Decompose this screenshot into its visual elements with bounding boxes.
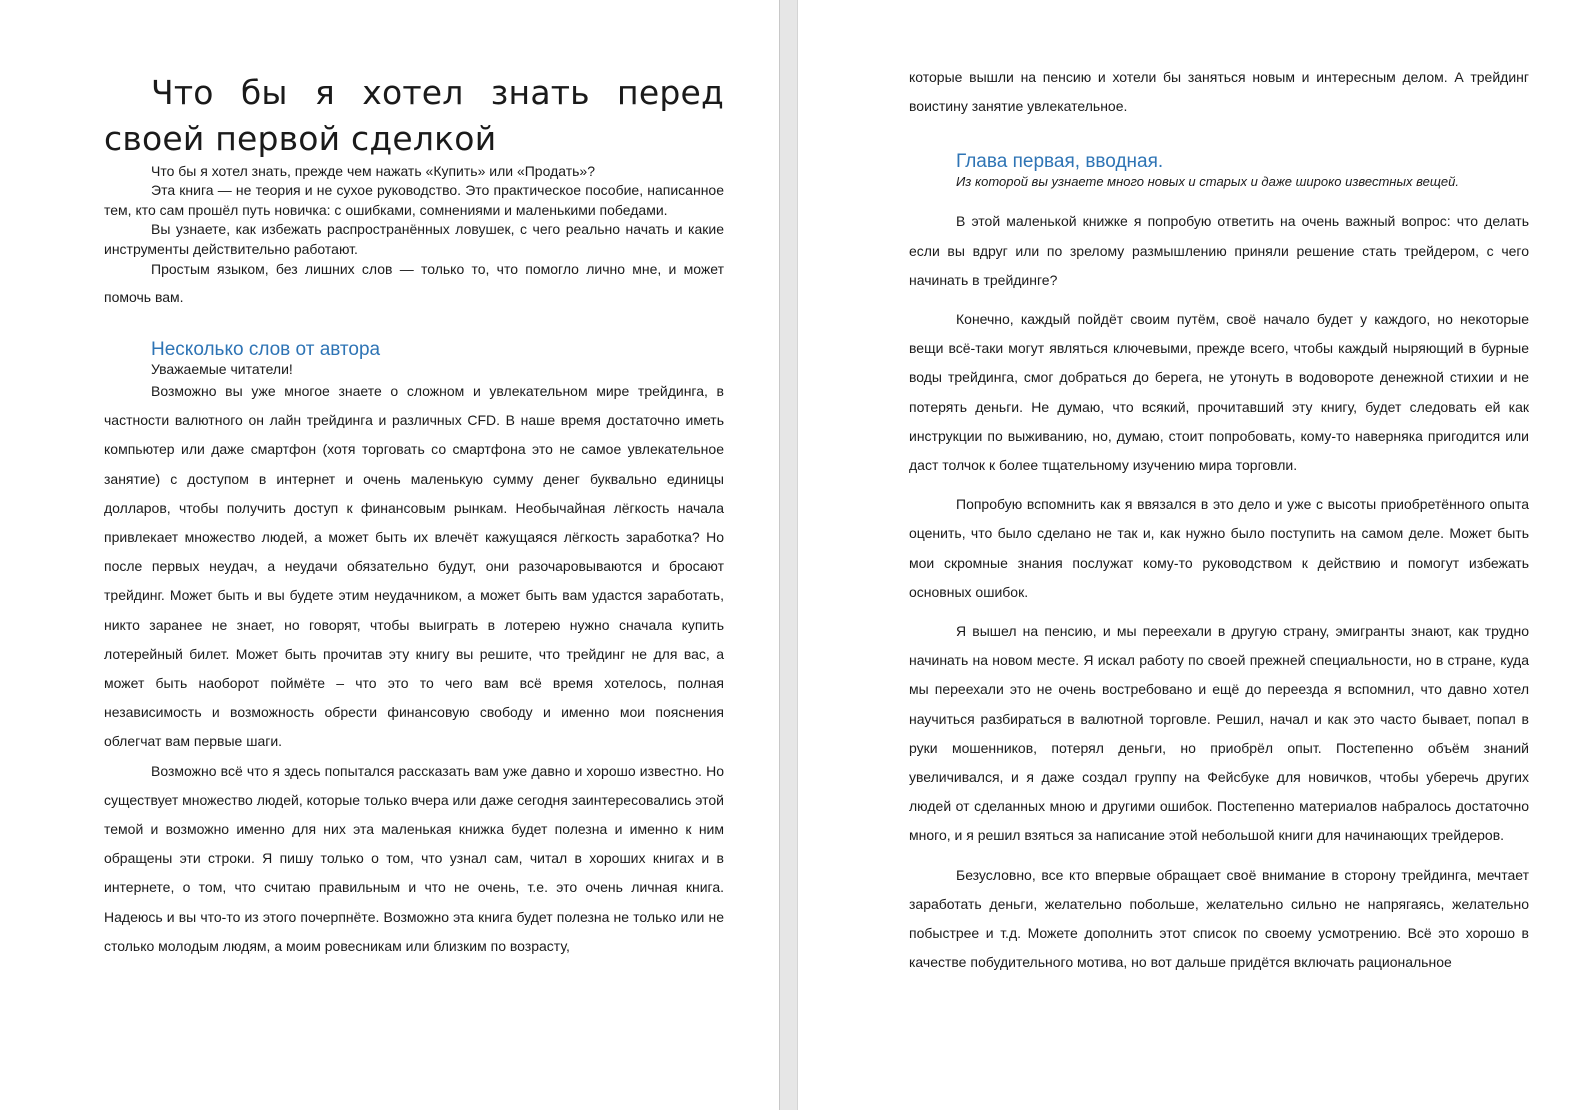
body-paragraph: Безусловно, все кто впервые обращает своё внимание в сторону трейдинга, мечтает заработать деньги, желательно побольше, желательно сильно не напрягаясь, желательно побыстрее и т.д. Можете дополнить этот список по своему усмотрению. Всё это хорошо в качестве побудительного мотива, но вот дальше придётся включать рациональное [909,866,1529,971]
page-left-content [104,70,724,961]
section-heading-author: Несколько слов от автора [151,339,381,361]
chapter-heading: Глава первая, вводная. [956,151,1164,173]
body-paragraph: Я вышел на пенсию, и мы переехали в другую страну, эмигранты знают, как трудно начинать на новом месте. Я искал работу по своей прежней специальности, но в стране, куда мы переехали это не очень востребовано и ещё до переезда я вспомнил, что давно хотел научиться разбираться в валютной торговле. Решил, начал и как это часто бывает, попал в руки мошенников, потерял деньги, но приобрёл опыт. Постепенно объём знаний увеличивался, и я даже создал группу на Фейсбуке для новичков, чтобы уберечь других людей от сделанных мною и другими ошибок. Постепенно материалов набралось достаточно много, и я решил взяться за написание этой небольшой книги для начинающих трейдеров. [909,623,1529,844]
intro-paragraph: Вы узнаете, как избежать распространённых ловушек, с чего реально начать и какие инструменты действительно работают. [104,221,724,257]
intro-paragraph: Простым языком, без лишних слов — только то, что помогло лично мне, и может помочь вам. [104,261,724,306]
page-right [798,0,1576,1110]
intro-paragraph: Эта книга — не теория и не сухое руководство. Это практическое пособие, написанное тем, кто сам прошёл путь новичка: с ошибками, сомнениями и маленькими победами. [104,182,724,218]
body-paragraph: Возможно вы уже многое знаете о сложном и увлекательном мире трейдинга, в частности валютного он лайн трейдинга и различных CFD. В наше время достаточно иметь компьютер или даже смартфон (хотя торговать со смартфона это не самое увлекательное занятие) с доступом в интернет и очень маленькую сумму денег буквально единицы долларов, чтобы получить доступ к финансовым рынкам. Необычайная лёгкость начала привлекает множество людей, а может быть их влечёт кажущаяся лёгкость заработка? Но после первых неудач, а неудачи обязательно будут, они разочаровываются и бросают трейдинг. Может быть и вы будете этим неудачником, а может быть вам удастся заработать, никто заранее не знает, но говорят, чтобы выиграть в лотерею нужно сначала купить лотерейный билет. Может быть прочитав эту книгу вы решите, что трейдинг не для вас, а может быть наоборот поймёте – что это то чего вам всё время хотелось, полная независимость и возможность обрести финансовую свободу и именно мои пояснения облегчат вам первые шаги. [104,383,724,750]
intro-paragraph: Что бы я хотел знать, прежде чем нажать «Купить» или «Продать»? [151,163,595,179]
page-gutter [779,0,798,1110]
greeting: Уважаемые читатели! [151,361,293,378]
continued-paragraph: которые вышли на пенсию и хотели бы заняться новым и интересным делом. А трейдинг воистину занятие увлекательное. [909,69,1529,115]
body-paragraph: В этой маленькой книжке я попробую ответить на очень важный вопрос: что делать если вы вдруг или по зрелому размышлению приняли решение стать трейдером, с чего начинать в трейдинге? [909,213,1529,288]
document-title: Что бы я хотел знать перед своей первой сделкой [104,73,724,158]
body-paragraph: Конечно, каждый пойдёт своим путём, своё начало будет у каждого, но некоторые вещи всё-таки могут являться ключевыми, прежде всего, чтобы каждый ныряющий в бурные воды трейдинга, смог добраться до берега, не утонуть в водовороте денежной стихии и не потерять деньги. Не думаю, что всякий, прочитавший эту книгу, будет следовать ей как инструкции по выживанию, но, думаю, стоит попробовать, кому-то наверняка пригодится или даст толчок к более тщательному изучению мира торговли. [909,311,1529,474]
body-paragraph: Возможно всё что я здесь попытался рассказать вам уже давно и хорошо известно. Но существует множество людей, которые только вчера или даже сегодня заинтересовались этой темой и возможно именно для них эта маленькая книжка будет полезна и именно к ним обращены эти строки. Я пишу только о том, что узнал сам, читал в хороших книгах и в интернете, о том, что считаю правильным и что не очень, т.е. это очень личная книга. Надеюсь и вы что-то из этого почерпнёте. Возможно эта книга будет полезна не только или не столько молодым людям, а моим ровесникам или близким по возрасту, [104,762,724,954]
page-left [0,0,779,1110]
page-right-content [909,63,1529,977]
chapter-epigraph: Из которой вы узнаете много новых и старых и даже широко известных вещей. [956,174,1459,190]
body-paragraph: Попробую вспомнить как я ввязался в это дело и уже с высоты приобретённого опыта оценить, что было сделано не так и, как нужно было поступить на самом деле. Может быть мои скромные знания послужат кому-то руководством к действию и помогут избежать основных ошибок. [909,496,1529,600]
